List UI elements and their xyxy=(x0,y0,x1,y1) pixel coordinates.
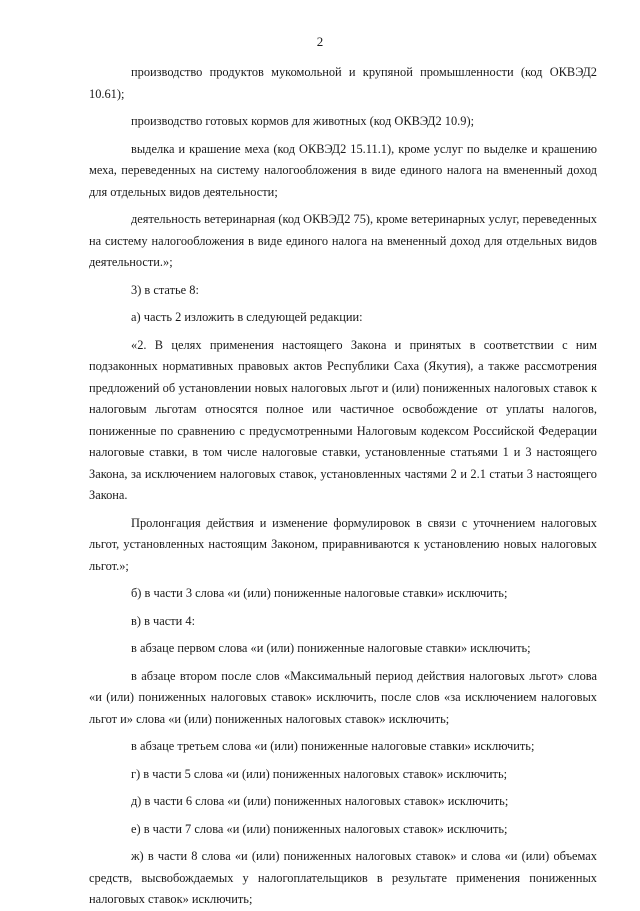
paragraph-part-8: ж) в части 8 слова «и (или) пониженных налоговых ставок» и слова «и (или) объемах средств, высвобождаемых у налогоплательщиков в результате применения пониженных налоговых ставок» исключить; xyxy=(89,849,597,906)
paragraph-part-4-first: в абзаце первом слова «и (или) пониженные налоговые ставки» исключить; xyxy=(131,641,531,655)
paragraph-part-2-header: а) часть 2 изложить в следующей редакции: xyxy=(131,310,363,324)
paragraph-part-2-text: «2. В целях применения настоящего Закона и принятых в соответствии с ним подзаконных нормативных правовых актов Республики Саха (Якутия), а также рассмотрения предложений об установлении новых налоговых льгот и (или) пониженных налоговых ставок к налоговым льготам относятся полное или частичное освобождение от уплаты налогов, пониженные по сравнению с предусмотренными Налоговым кодексом Российской Федерации налоговые ставки, в том числе налоговые ставки, установленные статьями 1 и 3 настоящего Закона, за исключением налоговых ставок, установленных частями 2 и 2.1 статьи 3 настоящего Закона. xyxy=(89,337,597,502)
document-body xyxy=(89,62,597,911)
paragraph-article-8: 3) в статье 8: xyxy=(131,282,199,297)
paragraph-okved-10-9: производство готовых кормов для животных (код ОКВЭД2 10.9); xyxy=(131,114,475,128)
paragraph-part-6: д) в части 6 слова «и (или) пониженных налоговых ставок» исключить; xyxy=(131,794,509,808)
paragraph-part-4-second: в абзаце втором после слов «Максимальный период действия налоговых льгот» слова «и (или) пониженных налоговых ставок» исключить, после слов «за исключением налоговых льгот и» слова «и (или) пониженных налоговых ставок» исключить; xyxy=(89,668,597,726)
paragraph-okved-10-61: производство продуктов мукомольной и крупяной промышленности (код ОКВЭД2 10.61); xyxy=(89,65,597,101)
paragraph-part-5: г) в части 5 слова «и (или) пониженных налоговых ставок» исключить; xyxy=(131,766,508,781)
paragraph-prolongation: Пролонгация действия и изменение формулировок в связи с уточнением налоговых льгот, установленных настоящим Законом, приравниваются к установлению новых налоговых льгот.»; xyxy=(89,515,597,573)
paragraph-part-3: б) в части 3 слова «и (или) пониженные налоговые ставки» исключить; xyxy=(131,586,508,600)
paragraph-part-7: е) в части 7 слова «и (или) пониженных налоговых ставок» исключить; xyxy=(131,821,508,836)
paragraph-okved-15-11-1: выделка и крашение меха (код ОКВЭД2 15.11.1), кроме услуг по выделке и крашению меха, переведенных на систему налогообложения в виде единого налога на вмененный доход для отдельных видов деятельности; xyxy=(89,141,597,199)
paragraph-okved-75: деятельность ветеринарная (код ОКВЭД2 75), кроме ветеринарных услуг, переведенных на систему налогообложения в виде единого налога на вмененный доход для отдельных видов деятельности.»; xyxy=(89,212,597,269)
paragraph-part-4: в) в части 4: xyxy=(131,613,196,628)
paragraph-part-4-third: в абзаце третьем слова «и (или) пониженные налоговые ставки» исключить; xyxy=(131,739,535,753)
page-number: 2 xyxy=(316,34,324,49)
